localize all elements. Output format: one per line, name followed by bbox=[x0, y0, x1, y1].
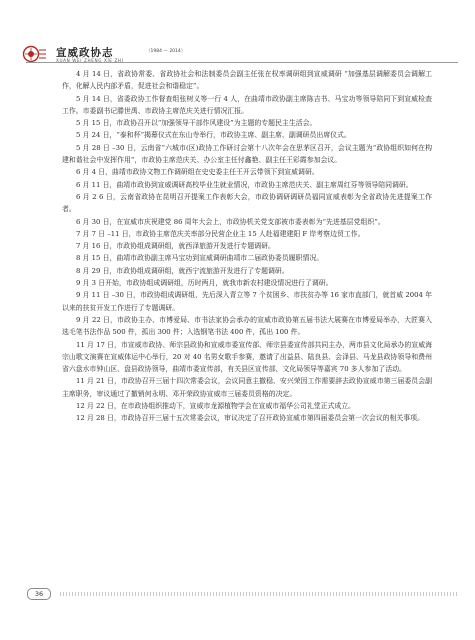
chronicle-entry: 6 月 11 日，曲靖市政协到宣威调研高校毕业生就业情况，市政协主席范庆关、副主席周红芬等领导陪同调研。 bbox=[76, 180, 413, 189]
book-title: 宣威政协志 bbox=[56, 47, 114, 59]
chronicle-body bbox=[62, 68, 432, 425]
chronicle-entry: 7 月 16 日，市政协组成调研组，就西泽旅游开发进行专题调研。 bbox=[76, 242, 275, 251]
chronicle-entry: 6 月 30 日，在宣威市庆祝建党 86 周年大会上，市政协机关党支部被市委表彰为“先进基层党组织”。 bbox=[76, 217, 385, 226]
chronicle-entry: 6 月 2 6 日，云南省政协在昆明召开提案工作表彰大会，市政协调研调研员福同宣威表彰为全省政协先进提案工作者。 bbox=[62, 192, 432, 214]
chronicle-entry: 5 月 28 日 –30 日，云南省“六城市(区)政协工作研讨会第十八次年会在思茅区召开，会议主题为“政协组织如何在构建和谐社会中发挥作用”，市政协主席范庆关、办公室主任付鑫艳、副主任王彩霞参加会议。 bbox=[62, 143, 432, 165]
footer-decoration bbox=[60, 592, 458, 596]
book-title-pinyin: XUAN WEI ZHENG XIE ZHI bbox=[56, 58, 124, 63]
chronicle-entry: 8 月 15 日，曲靖市政协副主席马宝功到宣威调研曲靖市二届政协委员履职情况。 bbox=[76, 254, 324, 263]
chronicle-entry: 4 月 14 日，省政协常委、省政协社会和法制委员会副主任张在权率调研组到宣威调研 “加强基层调解委员会调解工作，化解人民内部矛盾，促进社会和谐稳定”。 bbox=[62, 70, 432, 91]
chronicle-entry: 12 月 28 日，市政协召开三届十五次常委会议，审议决定了召开政协宣威市第四届委员会第一次会议的相关事项。 bbox=[76, 414, 424, 423]
header-divider bbox=[26, 62, 458, 63]
chronicle-entry: 7 月 7 日 –11 日，市政协主席范庆关率部分民营企业主 15 人赴福建建阳 F 岸考察边贸工作。 bbox=[76, 229, 365, 238]
page-header bbox=[22, 44, 458, 64]
chronicle-entry: 5 月 14 日，省委政协工作督查组张树义等一行 4 人，在曲靖市政协副主席陈吉书、马宝功等领导陪同下到宣威检查工作。市委副书记滕世禹、市政协主席范庆关进行情况汇报。 bbox=[62, 94, 432, 115]
chronicle-entry: 12 月 22 日，在市政协组织推动下，宣威市龙源植物学会在宣威市福华公司礼堂正式成立。 bbox=[76, 402, 356, 411]
chronicle-entry: 5 月 15 日，市政协召开以“加强领导干部作风建设”为主题的专题民主生活会。 bbox=[76, 119, 317, 128]
chronicle-entry: 5 月 24 日，“泰和杯”揭幕仪式在东山寺举行，市政协主席、副主席、副调研员出席仪式。 bbox=[76, 131, 351, 140]
chronicle-entry: 6 月 4 日，曲靖市政协文物工作调研组在史史委主任王开云带领下到宣威调研。 bbox=[76, 168, 319, 177]
book-years: （1984 — 2014） bbox=[146, 49, 186, 54]
chronicle-entry: 11 月 17 日，市宣威市政协、师宗县政协和宣威市委宣传部、师宗县委宣传部共同主办，两市县文化局承办的宣威海宗山歌文演赛在宣威体运中心举行，20 对 40 名男女歌手参赛，邀请了出益县、陆良县、会泽县、马龙县政协领导和费州省六盘水市钟山区、盘县政协领导，曲靖市委宣传部，有关县区宣传部，文化局领导等嘉宾 70 多人参加了活动。 bbox=[62, 340, 432, 374]
chronicle-entry: 9 月 3 日开始，市政协组成调研组，历时两月，就我市新农村建设情况进行了调研。 bbox=[76, 279, 333, 288]
page-number: 36 bbox=[27, 588, 51, 600]
chronicle-entry: 9 月 22 日，市政协主办、市博爱局、市书法家协会承办的宣威市政协第五届书法大展赛在市博爱局举办，大匠赛入选毛笔书法作品 500 件，孤出 300 件；入选钢笔书法 400 件，孤出 100 件。 bbox=[62, 315, 432, 337]
chronicle-entry: 8 月 29 日，市政协组成调研组，就西宁流旅游开发进行了专题调研。 bbox=[76, 266, 289, 275]
chronicle-entry: 9 月 11 日 –30 日，市政协组成调研组，先后深入青立等 7 个贫困乡、市扶贫办等 16 家市直部门，就首威 2004 年以来的扶贫开发工作进行了专题调研。 bbox=[62, 291, 432, 312]
cppcc-emblem-icon bbox=[22, 44, 48, 64]
chronicle-entry: 11 月 21 日，市政协召开三届十四次常委会议，会议同意主撤稳、安兴荣因工作需要辞去政协宣威市第三届委员会副主席职务，审议通过了撤销何永明、邓开荣政协宣威市三届委员资格的决定。 bbox=[62, 377, 432, 398]
